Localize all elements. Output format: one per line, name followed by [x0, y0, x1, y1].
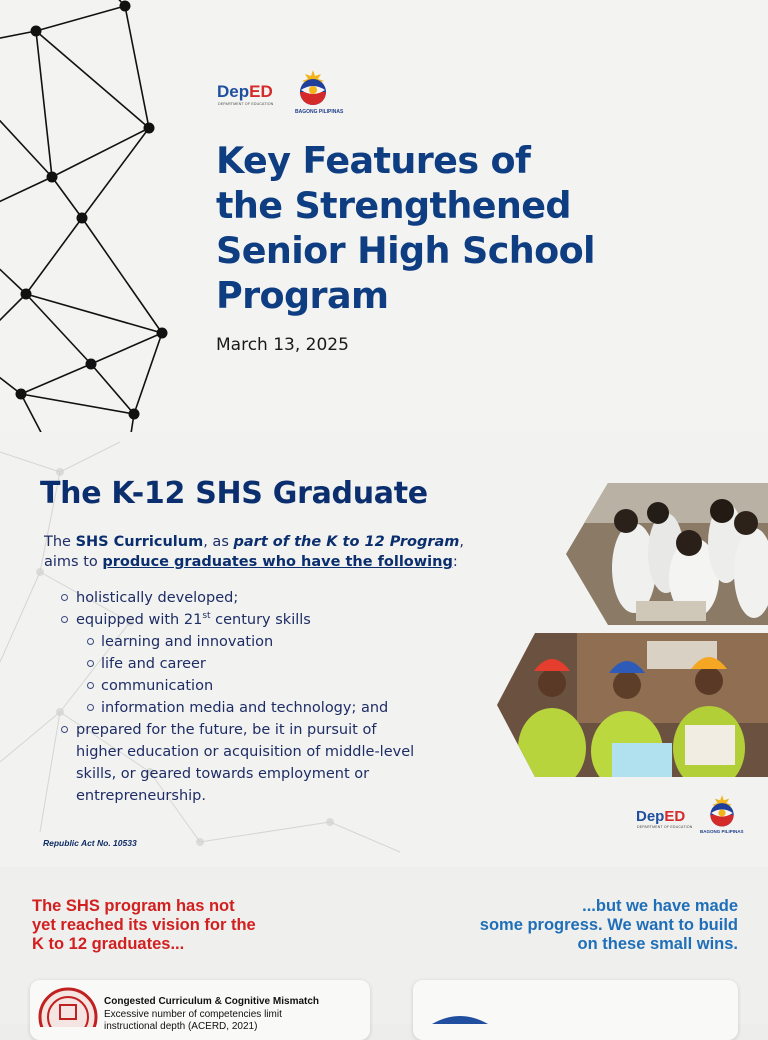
deped-logo-subtext: DEPARTMENT OF EDUCATION	[637, 825, 693, 829]
bullet-text: equipped with 21	[76, 612, 203, 628]
page-title	[216, 138, 736, 318]
source-note: Republic Act No. 10533	[43, 838, 137, 848]
title-line-1: Key Features of	[216, 139, 531, 182]
sub-bullet-marker	[87, 638, 94, 645]
sub-bullet-item: learning and innovation	[101, 634, 274, 650]
issue-card-title: Congested Curriculum & Cognitive Mismatch	[104, 996, 320, 1007]
intro-line-1	[44, 532, 504, 552]
issue-card-line: instructional depth (ACERD, 2021)	[104, 1021, 258, 1032]
deped-logo	[217, 82, 273, 102]
curriculum-icon	[38, 987, 98, 1027]
bagong-pilipinas-emblem	[292, 70, 334, 110]
intro-paragraph	[44, 532, 504, 572]
deped-logo-small	[636, 808, 685, 825]
deped-logo-dep: Dep	[636, 808, 665, 825]
students-photo-2	[497, 633, 768, 777]
bullet-text-tail: century skills	[210, 612, 311, 628]
vision-heading	[32, 897, 332, 954]
bullet-item	[76, 609, 496, 631]
sub-bullet-item: information media and technology; and	[101, 700, 389, 716]
bullet-marker	[61, 616, 68, 623]
title-line-2: the Strengthened	[216, 184, 571, 227]
sub-bullet-item: communication	[101, 678, 214, 694]
bullet-superscript: st	[202, 611, 211, 622]
deped-logo-subtext: DEPARTMENT OF EDUCATION	[218, 102, 274, 106]
progress-card-icon	[430, 1014, 490, 1024]
sub-bullet-marker	[87, 682, 94, 689]
bagong-pilipinas-emblem	[702, 795, 742, 831]
intro-line2-pre: aims to	[44, 554, 103, 570]
deped-logo-dep: Dep	[217, 82, 250, 101]
progress-heading-line: ...but we have made	[582, 897, 738, 915]
sub-bullet-marker	[87, 660, 94, 667]
intro-line-2	[44, 552, 504, 572]
deped-logo-ed: ED	[664, 808, 686, 825]
vision-heading-line: yet reached its vision for the	[32, 916, 256, 934]
sub-bullet-marker	[87, 704, 94, 711]
students-photo-1	[566, 483, 768, 625]
progress-heading-line: on these small wins.	[577, 935, 738, 953]
bullet-item-cont: skills, or geared towards employment or	[76, 766, 370, 782]
issue-card-text	[104, 1009, 282, 1033]
date: March 13, 2025	[216, 335, 349, 355]
progress-heading-line: some progress. We want to build	[479, 916, 738, 934]
progress-heading	[408, 897, 738, 954]
title-line-3: Senior High School	[216, 229, 595, 272]
bullet-item: prepared for the future, be it in pursuit of	[76, 722, 377, 738]
intro-bold: SHS Curriculum	[75, 534, 204, 550]
section-heading: The K-12 SHS Graduate	[40, 476, 428, 511]
progress-card	[413, 980, 738, 1040]
sub-bullet-item: life and career	[101, 656, 206, 672]
network-graphic	[0, 0, 200, 432]
bullet-item-cont: higher education or acquisition of middle-level	[76, 744, 415, 760]
deped-logo-ed: ED	[249, 82, 273, 101]
bagong-pilipinas-label: BAGONG PILIPINAS	[700, 829, 744, 834]
vision-heading-line: The SHS program has not	[32, 897, 235, 915]
bullet-marker	[61, 594, 68, 601]
intro-pre: The	[44, 534, 76, 550]
intro-end: :	[452, 554, 458, 570]
bagong-pilipinas-label: BAGONG PILIPINAS	[295, 109, 344, 115]
intro-mid2: ,	[459, 534, 465, 550]
vision-heading-line: K to 12 graduates...	[32, 935, 185, 953]
bullet-marker	[61, 726, 68, 733]
issue-card-line: Excessive number of competencies limit	[104, 1009, 282, 1020]
intro-underline: produce graduates who have the following	[102, 554, 453, 570]
intro-italic: part of the K to 12 Program	[233, 534, 460, 550]
bullet-item-cont: entrepreneurship.	[76, 788, 206, 804]
cover-slide	[0, 0, 768, 432]
bullet-item: holistically developed;	[76, 590, 239, 606]
intro-mid: , as	[203, 534, 234, 550]
title-line-4: Program	[216, 274, 389, 317]
